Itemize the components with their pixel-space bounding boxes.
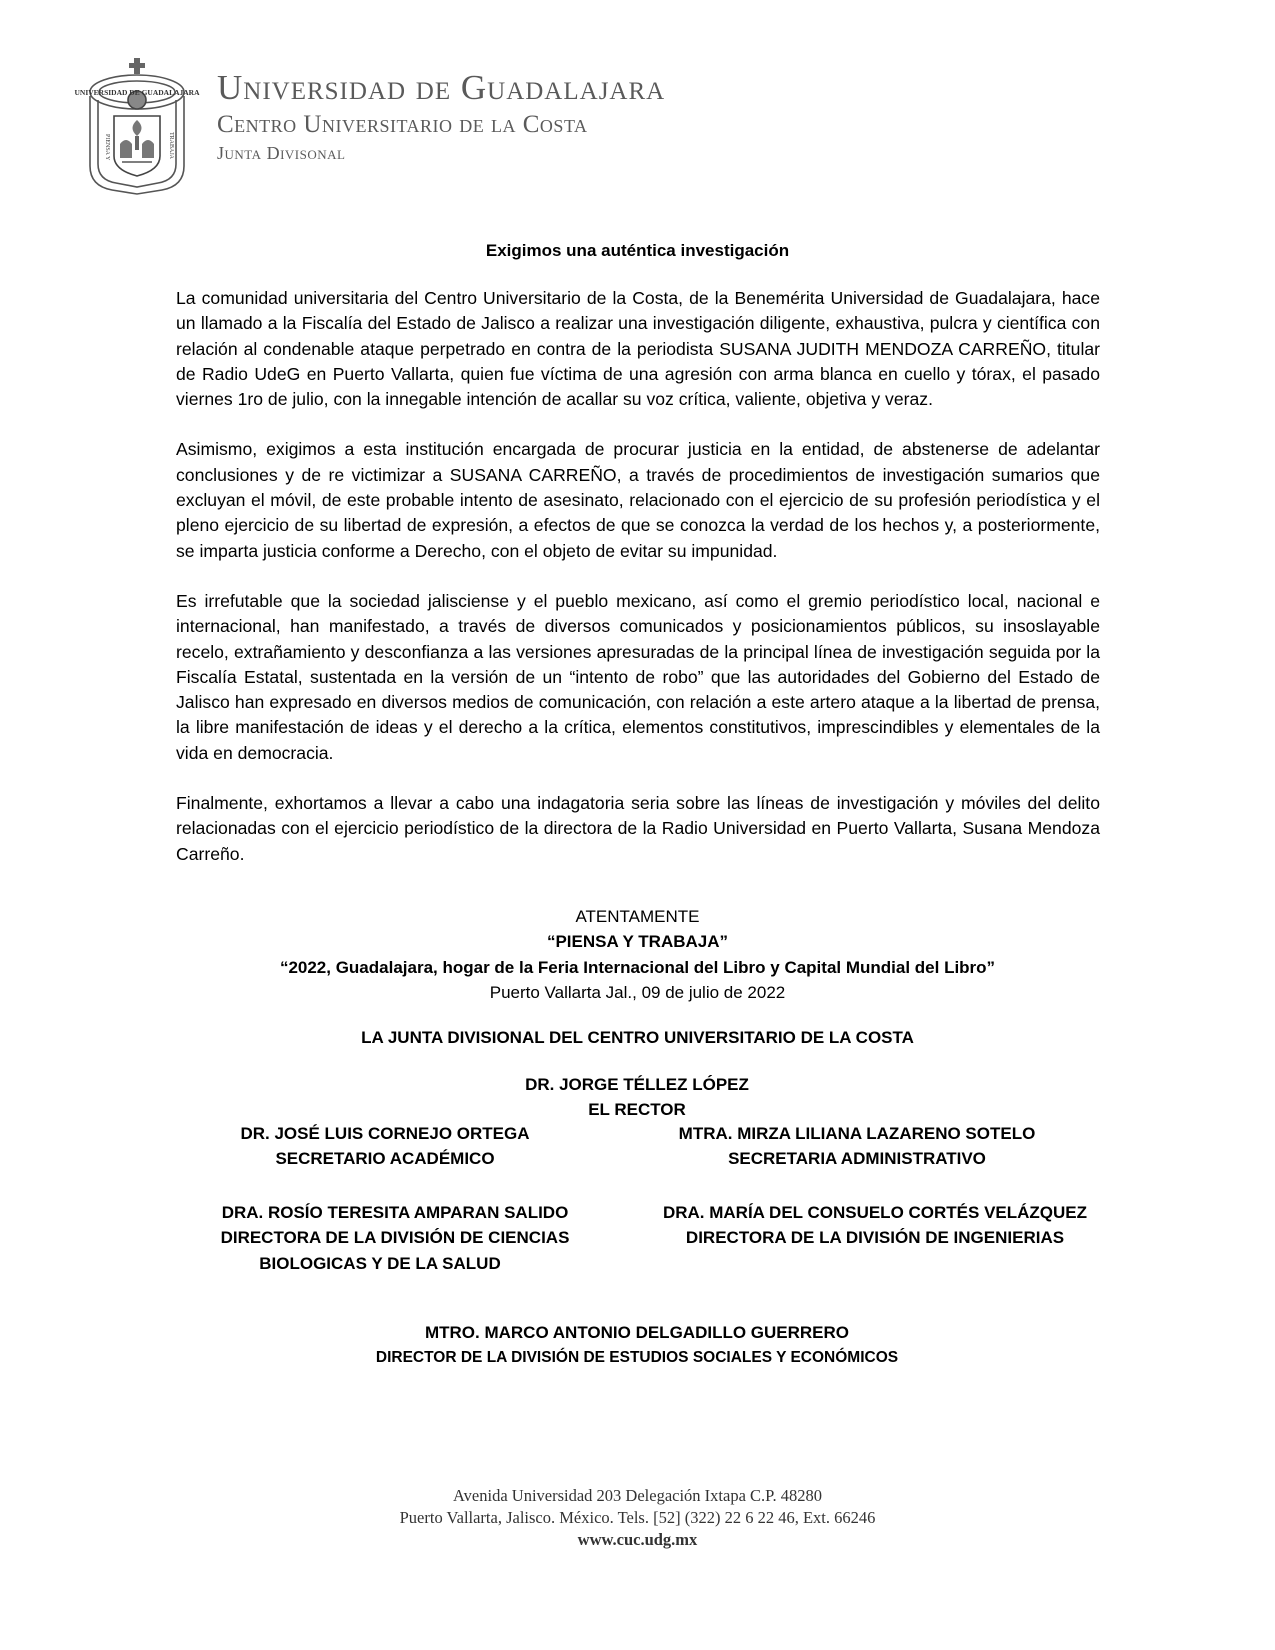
signatory-role-continued: BIOLOGICAS Y DE LA SALUD: [259, 1253, 501, 1273]
signatory-role: DIRECTORA DE LA DIVISIÓN DE CIENCIAS: [220, 1228, 570, 1248]
footer-website: www.cuc.udg.mx: [577, 1530, 698, 1549]
footer-contact: Puerto Vallarta, Jalisco. México. Tels. [52] (322) 22 6 22 46, Ext. 66246: [399, 1508, 876, 1527]
document-body: [176, 286, 1100, 892]
signatory-role: DIRECTORA DE LA DIVISIÓN DE INGENIERIAS: [685, 1228, 1065, 1248]
paragraph-4: Finalmente, exhortamos a llevar a cabo una indagatoria seria sobre las líneas de investigación y móviles del delito relacionadas con el ejercicio periodístico de la directora de la Radio Universidad en Puerto Vallarta, Susana Mendoza Carreño.: [176, 793, 1100, 864]
signature-health-director: [200, 1200, 590, 1276]
footer: [0, 1485, 1275, 1551]
paragraph-3: Es irrefutable que la sociedad jalisciense y el pueblo mexicano, así como el gremio periodístico local, nacional e internacional, han manifestado, a través de diversos comunicados y posicionamientos públicos, su insoslayable recelo, extrañamiento y desconfianza a las versiones apresuradas de la principal línea de investigación seguida por la Fiscalía Estatal, sustentada en la versión de un “intento de robo” que las autoridades del Gobierno del Estado de Jalisco han expresado en diversos medios de comunicación, con relación a este artero ataque a la libertad de prensa, la libre manifestación de ideas y el derecho a la crítica, elementos constitutivos, imprescindibles y elementales de la vida en democracia.: [176, 590, 1100, 763]
year-slogan: “2022, Guadalajara, hogar de la Feria Internacional del Libro y Capital Mundial del Libro”: [279, 957, 996, 977]
signature-engineering-director: [655, 1200, 1095, 1251]
signatory-role: SECRETARIO ACADÉMICO: [275, 1149, 495, 1169]
signature-social-director: [337, 1320, 937, 1371]
university-name: Universidad de Guadalajara: [217, 68, 666, 107]
signatory-name: MTRO. MARCO ANTONIO DELGADILLO GUERRERO: [424, 1323, 850, 1342]
signatory-role: SECRETARIA ADMINISTRATIVO: [728, 1149, 986, 1169]
salutation: ATENTAMENTE: [575, 907, 700, 926]
signatory-name: DR. JOSÉ LUIS CORNEJO ORTEGA: [240, 1124, 530, 1143]
closing-block: [0, 904, 1275, 1005]
university-seal-logo: [74, 56, 200, 196]
motto: “PIENSA Y TRABAJA”: [546, 932, 729, 952]
signatory-role: DIRECTOR DE LA DIVISIÓN DE ESTUDIOS SOCIALES Y ECONÓMICOS: [375, 1349, 899, 1367]
document-title: Exigimos una auténtica investigación: [485, 241, 790, 260]
signatory-name: MTRA. MIRZA LILIANA LAZARENO SOTELO: [678, 1124, 1036, 1143]
letterhead: [217, 70, 665, 164]
center-name: Centro Universitario de la Costa: [217, 111, 588, 138]
signatory-role: EL RECTOR: [588, 1100, 686, 1120]
footer-address: Avenida Universidad 203 Delegación Ixtapa C.P. 48280: [452, 1486, 823, 1505]
unit-name: Junta Divisonal: [217, 143, 346, 163]
svg-text:UNIVERSIDAD DE GUADALAJARA: UNIVERSIDAD DE GUADALAJARA: [74, 88, 200, 97]
signature-academic-secretary: [200, 1121, 570, 1172]
signature-rector: [437, 1072, 837, 1123]
svg-text:TRABAJA: TRABAJA: [168, 132, 174, 160]
signatory-name: DRA. ROSÍO TERESITA AMPARAN SALIDO: [221, 1203, 569, 1222]
signature-admin-secretary: [672, 1121, 1042, 1172]
svg-text:PIENSA Y: PIENSA Y: [104, 134, 110, 161]
paragraph-1: La comunidad universitaria del Centro Universitario de la Costa, de la Benemérita Universidad de Guadalajara, hace un llamado a la Fiscalía del Estado de Jalisco a realizar una investigación diligente, exhaustiva, pulcra y científica con relación al condenable ataque perpetrado en contra de la periodista SUSANA JUDITH MENDOZA CARREÑO, titular de Radio UdeG en Puerto Vallarta, quien fue víctima de una agresión con arma blanca en cuello y tórax, el pasado viernes 1ro de julio, con la innegable intención de acallar su voz crítica, valiente, objetiva y veraz.: [176, 288, 1100, 410]
signatory-name: DRA. MARÍA DEL CONSUELO CORTÉS VELÁZQUEZ: [662, 1203, 1088, 1222]
signatory-name: DR. JORGE TÉLLEZ LÓPEZ: [525, 1075, 749, 1094]
paragraph-2: Asimismo, exigimos a esta institución encargada de procurar justicia en la entidad, de abstenerse de adelantar conclusiones y de re victimizar a SUSANA CARREÑO, a través de procedimientos de investigación sumarios que excluyan el móvil, de este probable intento de asesinato, relacionado con el ejercicio de su profesión periodística y el pleno ejercicio de su libertad de expresión, a efectos de que se conozca la verdad de los hechos y, a posteriormente, se imparta justicia conforme a Derecho, con el objeto de evitar su impunidad.: [176, 439, 1100, 561]
board-name: LA JUNTA DIVISIONAL DEL CENTRO UNIVERSITARIO DE LA COSTA: [361, 1028, 914, 1047]
place-date: Puerto Vallarta Jal., 09 de julio de 2022: [489, 982, 786, 1002]
